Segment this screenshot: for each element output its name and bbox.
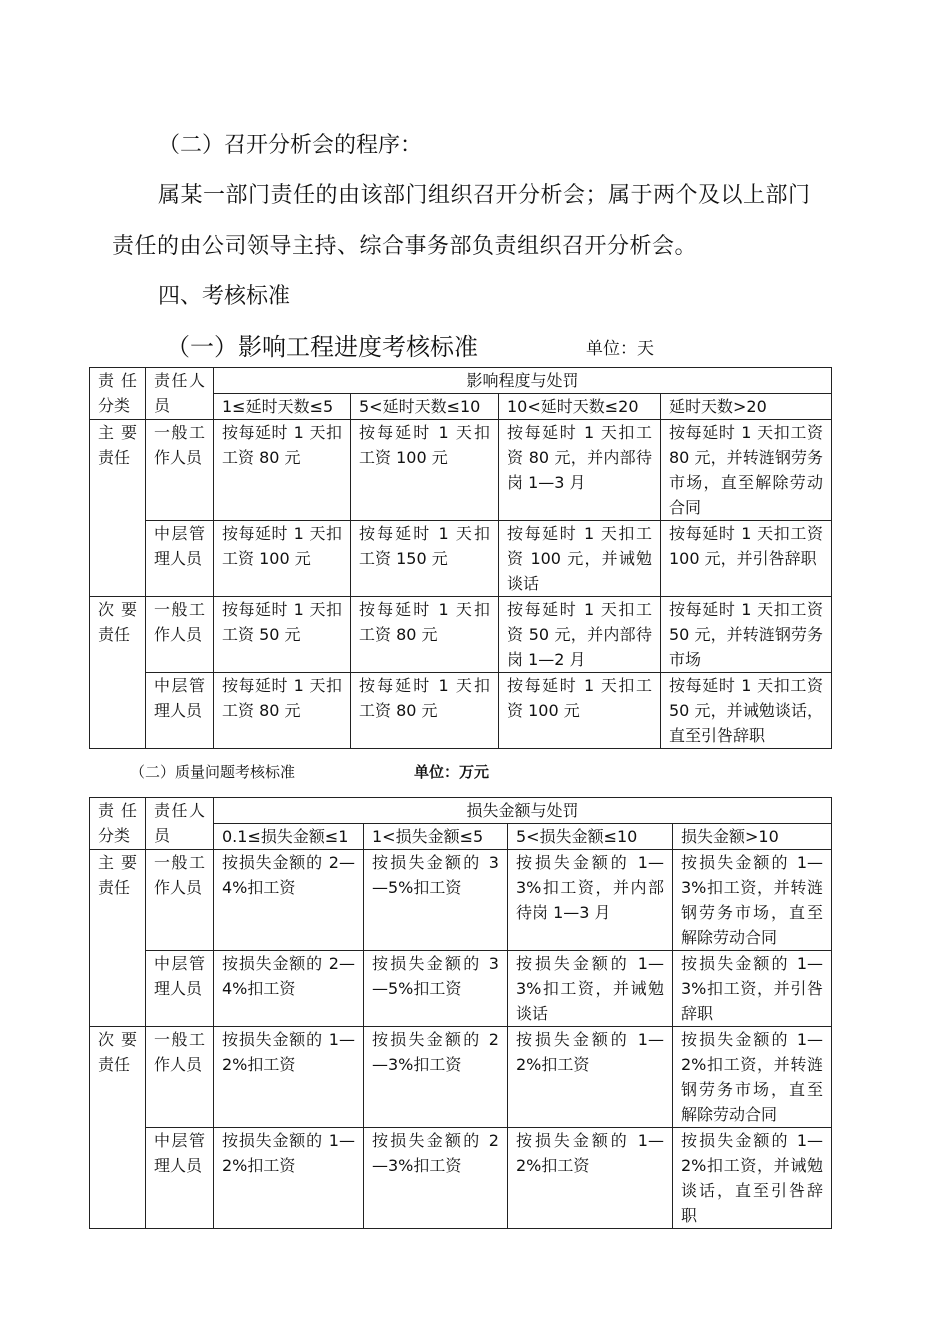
category-cell: 次要责任 [90,1027,146,1229]
table1-title: （一）影响工程进度考核标准 [166,333,478,361]
penalty-cell: 按损失金额的 1—3%扣工资，并引咎辞职 [673,951,832,1027]
penalty-cell: 按损失金额的 1—2%扣工资 [214,1128,364,1229]
penalty-cell: 按每延时 1 天扣工资 80 元 [214,420,351,521]
person-cell: 中层管理人员 [146,1128,214,1229]
penalty-cell: 按损失金额的 1—2%扣工资 [508,1128,673,1229]
table-row [90,420,832,521]
penalty-cell: 按每延时 1 天扣工资 80 元 [214,673,351,749]
penalty-cell: 按每延时 1 天扣工资 50 元，并内部待岗 1—2 月 [499,597,661,673]
penalty-cell: 按每延时 1 天扣工资 80 元，并内部待岗 1—3 月 [499,420,661,521]
penalty-cell: 按损失金额的 1—3%扣工资，并诫勉谈话 [508,951,673,1027]
penalty-cell: 按损失金额的 2—4%扣工资 [214,951,364,1027]
table-row [90,521,832,597]
schedule-delay-table [89,367,832,749]
range-header: 延时天数>20 [661,394,832,420]
paragraph-line-1: 属某一部门责任的由该部门组织召开分析会；属于两个及以上部门 [158,183,811,208]
header-person: 责任人员 [146,798,214,850]
table-row [90,1128,832,1229]
table2-unit: 单位：万元 [414,763,490,781]
table-row [90,850,832,951]
header-category: 责任分类 [90,368,146,420]
header-category: 责任分类 [90,798,146,850]
range-header: 5<损失金额≤10 [508,824,673,850]
penalty-cell: 按每延时 1 天扣工资 100 元，并诫勉谈话 [499,521,661,597]
penalty-cell: 按损失金额的 1—2%扣工资，并诫勉谈话，直至引咎辞职 [673,1128,832,1229]
penalty-cell: 按每延时 1 天扣工资 100 元 [351,420,499,521]
category-cell: 主要责任 [90,850,146,1027]
table-row [90,597,832,673]
table-row [90,1027,832,1128]
table1-unit: 单位：天 [586,339,654,359]
person-cell: 一般工作人员 [146,597,214,673]
person-cell: 一般工作人员 [146,1027,214,1128]
category-cell: 主要责任 [90,420,146,597]
section-heading-procedure: （二）召开分析会的程序： [158,133,423,158]
penalty-cell: 按损失金额的 2—3%扣工资 [364,1027,508,1128]
penalty-cell: 按每延时 1 天扣工资 50 元，并诫勉谈话，直至引咎辞职 [661,673,832,749]
section-heading-standards: 四、考核标准 [158,284,291,309]
paragraph-line-2: 责任的由公司领导主持、综合事务部负责组织召开分析会。 [112,234,698,259]
penalty-cell: 按损失金额的 1—2%扣工资 [214,1027,364,1128]
penalty-cell: 按每延时 1 天扣工资 100 元 [499,673,661,749]
penalty-cell: 按损失金额的 1—2%扣工资 [508,1027,673,1128]
penalty-cell: 按损失金额的 1—3%扣工资，并内部待岗 1—3 月 [508,850,673,951]
person-cell: 一般工作人员 [146,420,214,521]
penalty-cell: 按每延时 1 天扣工资 100 元 [214,521,351,597]
penalty-cell: 按损失金额的 1—2%扣工资，并转涟钢劳务市场，直至解除劳动合同 [673,1027,832,1128]
penalty-cell: 按损失金额的 3—5%扣工资 [364,951,508,1027]
person-cell: 中层管理人员 [146,673,214,749]
range-header: 10<延时天数≤20 [499,394,661,420]
person-cell: 中层管理人员 [146,951,214,1027]
penalty-cell: 按损失金额的 2—3%扣工资 [364,1128,508,1229]
table-row [90,951,832,1027]
table-header-row [90,798,832,824]
header-person: 责任人员 [146,368,214,420]
quality-loss-table [89,797,832,1229]
table-row [90,673,832,749]
penalty-cell: 按每延时 1 天扣工资 50 元，并转涟钢劳务市场 [661,597,832,673]
penalty-cell: 按每延时 1 天扣工资 50 元 [214,597,351,673]
person-cell: 中层管理人员 [146,521,214,597]
range-header: 1≤延时天数≤5 [214,394,351,420]
person-cell: 一般工作人员 [146,850,214,951]
range-header: 1<损失金额≤5 [364,824,508,850]
table2-title: （二）质量问题考核标准 [130,763,296,781]
penalty-cell: 按损失金额的 1—3%扣工资，并转涟钢劳务市场，直至解除劳动合同 [673,850,832,951]
header-group: 影响程度与处罚 [214,368,832,394]
penalty-cell: 按每延时 1 天扣工资 80 元，并转涟钢劳务市场，直至解除劳动合同 [661,420,832,521]
penalty-cell: 按每延时 1 天扣工资 80 元 [351,673,499,749]
penalty-cell: 按每延时 1 天扣工资 150 元 [351,521,499,597]
penalty-cell: 按损失金额的 2—4%扣工资 [214,850,364,951]
range-header: 0.1≤损失金额≤1 [214,824,364,850]
range-header: 5<延时天数≤10 [351,394,499,420]
table-header-row [90,368,832,394]
category-cell: 次要责任 [90,597,146,749]
header-group: 损失金额与处罚 [214,798,832,824]
penalty-cell: 按每延时 1 天扣工资 100 元，并引咎辞职 [661,521,832,597]
range-header: 损失金额>10 [673,824,832,850]
penalty-cell: 按每延时 1 天扣工资 80 元 [351,597,499,673]
penalty-cell: 按损失金额的 3—5%扣工资 [364,850,508,951]
